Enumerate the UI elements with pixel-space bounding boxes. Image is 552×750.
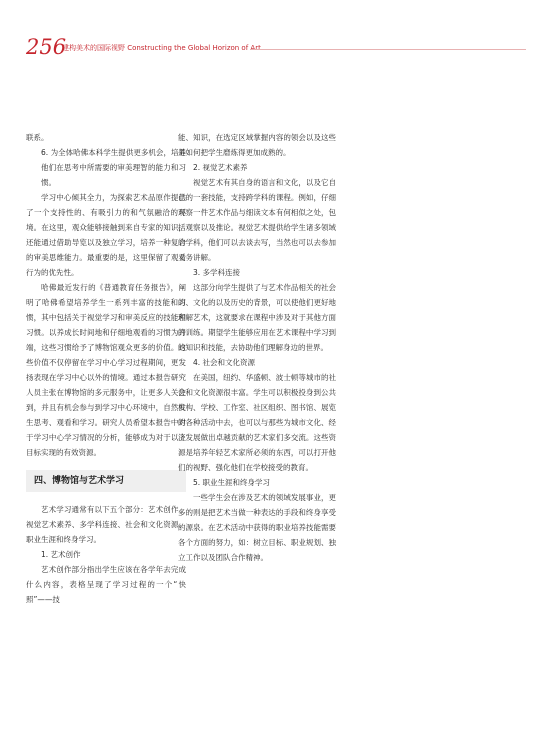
paragraph: 视觉艺术有其自身的语言和文化，以及它自己的一套技能，支持跨学科的课程。例如，仔细观察一件艺术作品与细读文本有何相似之处，包括观察以及推论。视觉艺术提供给学生诸多领域的学科，他们可以去谈去写，当然也可以去参加义务讲解。 <box>178 178 336 262</box>
subsection-heading: 2. 视觉艺术素养 <box>193 163 248 172</box>
paragraph: 6. 为全体哈佛本科学生提供更多机会，培养他们在思考中所需要的审美理智的能力和习惯。 <box>41 148 186 187</box>
left-paragraphs-before <box>26 130 186 460</box>
right-paragraphs <box>178 130 336 565</box>
paragraph: 能、知识，在选定区域掌握内容的领会以及这些是如何把学生磨炼得更加成熟的。 <box>178 133 336 157</box>
paragraph: 学习中心倾其全力，为探索艺术品原作提供了一个支持性的、有吸引力的和气氛融洽的环境。在这里，观众能够接触到来自专家的知识，还能通过借助导览以及独立学习，培养一种复合的审美思维能力。最重要的是，这里保留了观看行为的优先性。 <box>26 193 186 277</box>
running-title: 建构美术的国际视野 Constructing the Global Horizon of Art <box>62 44 261 52</box>
section-heading: 四、博物馆与艺术学习 <box>26 470 186 492</box>
subsection-heading: 4. 社会和文化资源 <box>193 358 256 367</box>
paragraph: 在美国，纽约、华盛顿、波士顿等城市的社会和文化资源很丰富。学生可以积极投身到公共机构、学校、工作室、社区组织、图书馆、展览的各种活动中去，也可以与那些为城市文化、经济发展做出卓越贡献的艺术家们多交流。这些资源是培养年轻艺术家所必须的东西，可以打开他们的视野、强化他们在学校接受的教育。 <box>178 373 336 472</box>
left-column <box>26 130 186 607</box>
paragraph: 联系。 <box>26 133 49 142</box>
header-rule <box>250 49 526 50</box>
right-column <box>178 130 336 565</box>
paragraph: 这部分向学生提供了与艺术作品相关的社会的、文化的以及历史的背景，可以使他们更好地理解艺术，这就要求在课程中涉及对于其他方面的训练。期望学生能够应用在艺术课程中学习到的知识和技能，去协助他们理解身边的世界。 <box>178 283 336 352</box>
subsection-heading: 5. 职业生涯和终身学习 <box>193 478 271 487</box>
subsection-heading: 1. 艺术创作 <box>41 550 81 559</box>
paragraph: 艺术学习通常有以下五个部分：艺术创作、视觉艺术素养、多学科连接、社会和文化资源、职业生涯和终身学习。 <box>26 505 186 544</box>
left-paragraphs-after <box>26 502 186 607</box>
page-number: 256 <box>26 35 67 59</box>
subsection-heading: 3. 多学科连接 <box>193 268 241 277</box>
paragraph: 哈佛最近发行的《普通教育任务报告》，阐明了哈佛希望培养学生一系列丰富的技能和习惯，其中包括关于视觉学习和审美反应的技能和习惯。以养成长时间地和仔细地观看的习惯为开端，这些习惯给予了博物馆观众更多的价值。这些价值不仅停留在学习中心学习过程期间，更发扬表现在学习中心以外的情境。通过本报告研究人员主张在博物馆的多元服务中，让更多人关注到，并且有机会参与到学习中心环境中，自然发生思考、观看和学习。研究人员希望本报告中对于学习中心学习情况的分析，能够成为对于以上目标实现的有效资源。 <box>26 283 186 457</box>
page-header <box>26 36 526 60</box>
paragraph: 一些学生会在涉及艺术的领域发展事业，更多的则是把艺术当做一种表达的手段和终身享受的源泉。在艺术活动中获得的职业培养技能需要各个方面的努力，如：树立目标、职业规划、独立工作以及团队合作精神。 <box>178 493 336 562</box>
paragraph: 艺术创作部分指出学生应该在各学年去完成什么内容，表格呈现了学习过程的一个“快照”——技 <box>26 565 186 604</box>
